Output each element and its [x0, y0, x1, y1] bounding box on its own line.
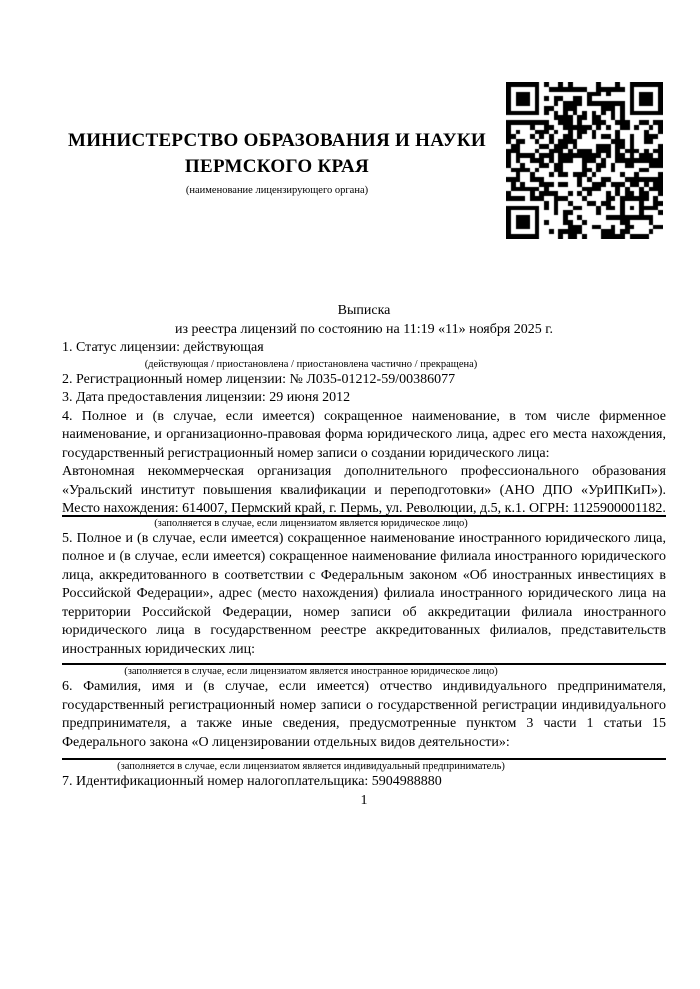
- item-entrepreneur-label: 6. Фамилия, имя и (в случае, если имеется) отчество индивидуального предпринимателя, государственный регистрационный номер записи о государственной регистрации индивидуального предпринимателя, а также иные сведения, предусмотренные пунктом 3 части 1 статьи 15 Федерального закона «О лицензировании отдельных видов деятельности»:: [62, 679, 666, 750]
- licensing-authority-caption: (наименование лицензирующего органа): [185, 185, 369, 196]
- extract-title-line1: Выписка: [337, 303, 391, 318]
- item-license-status: 1. Статус лицензии: действующая: [62, 340, 264, 355]
- item-grant-date: 3. Дата предоставления лицензии: 29 июня 2012: [62, 390, 351, 405]
- extract-title: [62, 302, 666, 339]
- item-foreign-entity-caption: (заполняется в случае, если лицензиатом является иностранное юридическое лицо): [124, 666, 498, 677]
- ministry-name-line1: МИНИСТЕРСТВО ОБРАЗОВАНИЯ И НАУКИ: [67, 130, 487, 151]
- ministry-name-line2: ПЕРМСКОГО КРАЯ: [184, 156, 370, 177]
- item-legal-entity-label: 4. Полное и (в случае, если имеется) сокращенное наименование, в том числе фирменное наименование, и организационно-правовая форма юридического лица, адрес его места нахождения, государственный регистрационный номер записи о создании юридического лица:: [62, 408, 666, 461]
- item-license-status-caption: (действующая / приостановлена / приостановлена частично / прекращена): [144, 358, 478, 370]
- item-taxpayer-number: 7. Идентификационный номер налогоплательщика: 5904988880: [62, 774, 442, 789]
- item-legal-entity-value: Автономная некоммерческая организация дополнительного профессионального образования «Уральский институт повышения квалификации и переподготовки» (АНО ДПО «УрИПКиП»). Место нахождения: 614007, Пермский край, г. Пермь, ул. Революции, д.5, к.1. ОГРН: 1125900001182.: [62, 464, 666, 516]
- item-foreign-entity-label: 5. Полное и (в случае, если имеется) сокращенное наименование иностранного юридического лица, полное и (в случае, если имеется) сокращенное наименование филиала иностранного юридического лица, аккредитованного в соответствии с Федеральным законом «Об иностранных инвестициях в Российской Федерации», адрес (место нахождения) филиала иностранного юридического лица на территории Российской Федерации, номер записи об аккредитации филиала иностранного юридического лица в государственном реестре аккредитованных филиалов, представительств иностранных юридических лиц:: [62, 530, 666, 657]
- item-registration-number: 2. Регистрационный номер лицензии: № Л035-01212-59/00386077: [62, 371, 456, 387]
- page-number: 1: [360, 792, 368, 808]
- item-entrepreneur-caption: (заполняется в случае, если лицензиатом является индивидуальный предприниматель): [117, 761, 505, 772]
- item-legal-entity-caption: (заполняется в случае, если лицензиатом является юридическое лицо): [154, 517, 468, 529]
- extract-title-line2: из реестра лицензий по состоянию на 11:19 «11» ноября 2025 г.: [175, 321, 553, 337]
- document-body: [62, 0, 666, 810]
